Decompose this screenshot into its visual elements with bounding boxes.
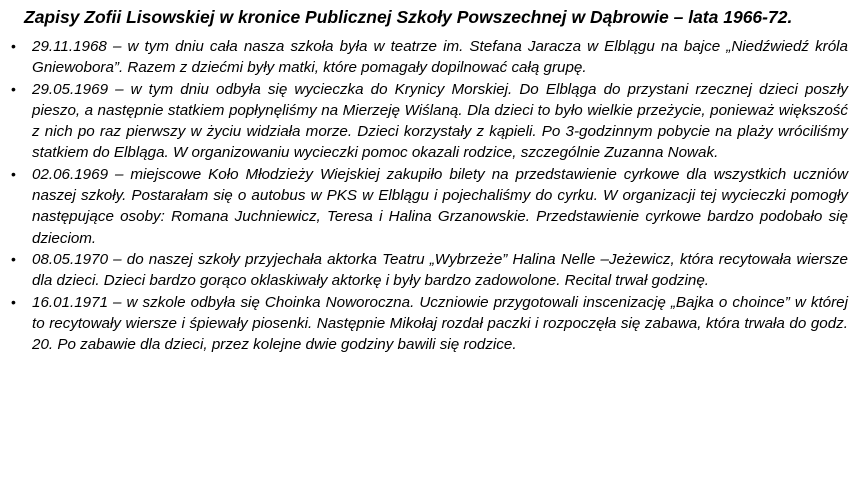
bullet-icon: •	[11, 250, 16, 267]
page-title: Zapisy Zofii Lisowskiej w kronice Publicznej Szkoły Powszechnej w Dąbrowie – lata 1966-72.	[24, 7, 793, 27]
chronicle-entries-list	[8, 36, 848, 355]
list-item-1969-05-29	[8, 79, 848, 164]
entry-text: 29.11.1968 – w tym dniu cała nasza szkoła była w teatrze im. Stefana Jaracza w Elblągu na bajce „Niedźwiedź króla Gniewobora”. Razem z dziećmi były matki, które pomagały dopilnować całą grupę.	[32, 38, 848, 77]
list-item-1968-11-29	[8, 36, 848, 79]
bullet-icon: •	[11, 80, 16, 97]
bullet-icon: •	[11, 38, 16, 54]
list-item-1969-06-02	[8, 164, 848, 249]
entry-text: 29.05.1969 – w tym dniu odbyła się wycieczka do Krynicy Morskiej. Do Elbląga do przystani rzecznej dzieci poszły pieszo, a następnie statkiem popłynęliśmy na Mierzeję Wiślaną. Dla dzieci to było wielkie przeżycie, ponieważ większość z nich po raz pierwszy w życiu widziała morze. Dzieci korzystały z kąpieli. Po 3-godzinnym pobycie na plaży wróciliśmy statkiem do Elbląga. W organizowaniu wycieczki pomoc okazali rodzice, szczególnie Zuzanna Nowak.	[32, 80, 848, 162]
entry-text: 08.05.1970 – do naszej szkoły przyjechała aktorka Teatru „Wybrzeże” Halina Nelle –Jeżewicz, która recytowała wiersze dla dzieci. Dzieci bardzo gorąco oklaskiwały aktorkę i były bardzo zadowolone. Recital trwał godzinę.	[32, 250, 848, 290]
list-item-1970-05-08	[8, 249, 848, 292]
list-item-1971-01-16	[8, 292, 848, 356]
bullet-icon: •	[11, 165, 16, 182]
entry-text: 02.06.1969 – miejscowe Koło Młodzieży Wiejskiej zakupiło bilety na przedstawienie cyrkowe dla wszystkich uczniów naszej szkoły. Postarałam się o autobus w PKS w Elblągu i pojechaliśmy do cyrku. W organizacji tej wycieczki pomogły następujące osoby: Romana Juchniewicz, Teresa i Halina Grzanowskie. Przedstawienie cyrkowe bardzo podobało się dzieciom.	[32, 165, 848, 247]
bullet-icon: •	[11, 293, 16, 310]
entry-text: 16.01.1971 – w szkole odbyła się Choinka Noworoczna. Uczniowie przygotowali inscenizację „Bajka o choince” w której to recytowały wiersze i śpiewały piosenki. Następnie Mikołaj rozdał paczki i rozpoczęła się zabawa, która trwała do godz. 20. Po zabawie dla dzieci, przez kolejne dwie godziny bawili się rodzice.	[32, 293, 848, 354]
